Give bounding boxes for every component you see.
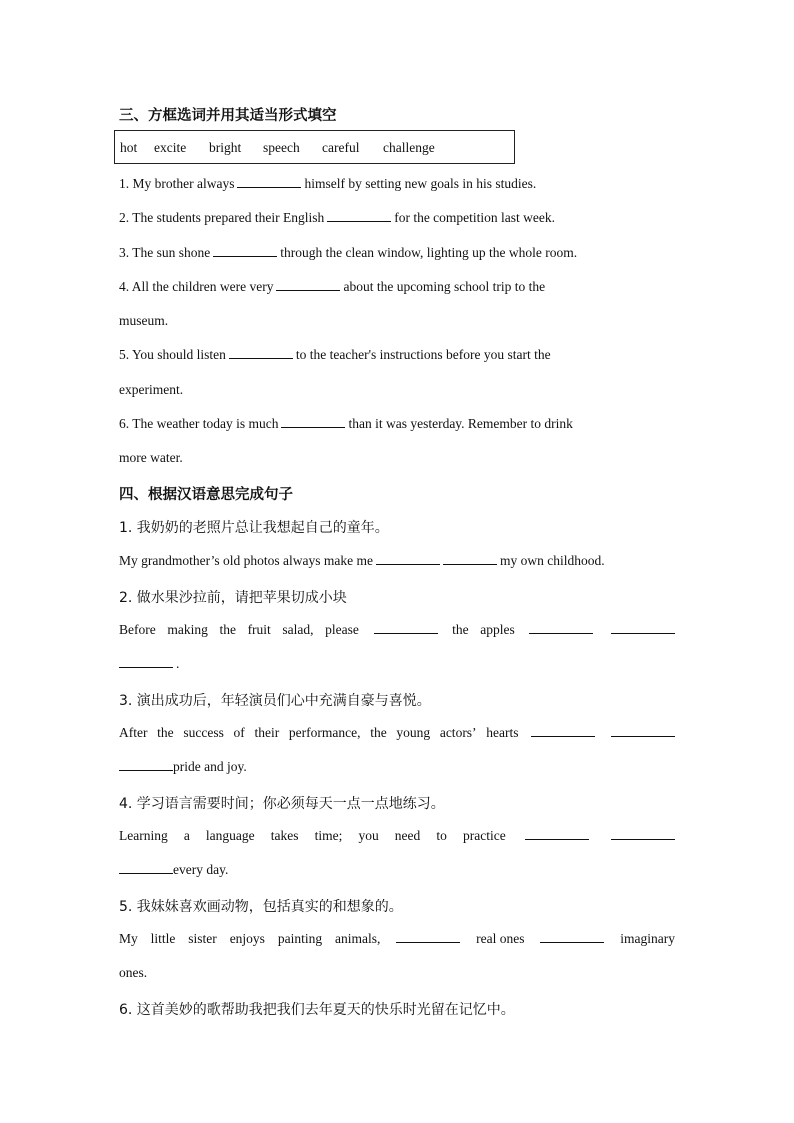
section-4-heading: 四、根据汉语意思完成句子 [119,487,293,503]
answer-blank[interactable] [237,176,301,188]
english-sentence-2: Before making the fruit salad, please the apples [119,622,675,638]
word-challenge: challenge [383,140,435,155]
question-3-1: 1. My brother always himself by setting new goals in his studies. [119,176,537,191]
word-hot: hot [120,140,138,155]
chinese-sentence-3: 3. 演出成功后，年轻演员们心中充满自豪与喜悦。 [119,693,431,709]
word-box [114,130,515,164]
answer-blank[interactable] [119,656,173,668]
word-speech: speech [263,140,300,155]
chinese-sentence-5: 5. 我妹妹喜欢画动物，包括真实的和想象的。 [119,899,403,915]
answer-blank[interactable] [281,416,345,428]
answer-blank[interactable] [525,828,589,840]
english-sentence-3: After the success of their performance, the young actors’ hearts [119,725,675,741]
question-3-5-cont: experiment. [119,382,184,397]
english-sentence-2-cont: . [119,656,179,672]
answer-blank[interactable] [540,931,604,943]
chinese-sentence-6: 6. 这首美妙的歌帮助我把我们去年夏天的快乐时光留在记忆中。 [119,1002,515,1018]
english-sentence-5: My little sister enjoys painting animals, real ones imaginary [119,931,675,946]
question-3-3: 3. The sun shone through the clean window, lighting up the whole room. [119,245,578,260]
answer-blank[interactable] [529,622,593,634]
english-sentence-5-cont: ones. [119,965,148,980]
answer-blank[interactable] [374,622,438,634]
english-sentence-3-cont: pride and joy. [119,759,247,775]
chinese-sentence-4: 4. 学习语言需要时间；你必须每天一点一点地练习。 [119,796,445,812]
answer-blank[interactable] [119,862,173,874]
question-3-6: 6. The weather today is much than it was yesterday. Remember to drink [119,416,573,431]
section-3-heading: 三、方框选词并用其适当形式填空 [119,108,337,124]
question-3-4: 4. All the children were very about the upcoming school trip to the [119,279,546,294]
question-3-5: 5. You should listen to the teacher's instructions before you start the [119,347,551,362]
answer-blank[interactable] [213,245,277,257]
answer-blank[interactable] [611,725,675,737]
answer-blank[interactable] [229,347,293,359]
answer-blank[interactable] [611,622,675,634]
answer-blank[interactable] [531,725,595,737]
word-bright: bright [209,140,242,155]
answer-blank[interactable] [327,210,391,222]
question-3-6-cont: more water. [119,450,183,465]
english-sentence-4: Learning a language takes time; you need to practice [119,828,675,844]
answer-blank[interactable] [396,931,460,943]
answer-blank[interactable] [376,553,440,565]
chinese-sentence-2: 2. 做水果沙拉前，请把苹果切成小块 [119,590,347,606]
question-3-4-cont: museum. [119,313,169,328]
word-careful: careful [322,140,360,155]
question-3-2: 2. The students prepared their English for the competition last week. [119,210,556,225]
english-sentence-1: My grandmother’s old photos always make me my own childhood. [119,553,605,568]
chinese-sentence-1: 1. 我奶奶的老照片总让我想起自己的童年。 [119,520,389,536]
answer-blank[interactable] [611,828,675,840]
word-excite: excite [154,140,187,155]
answer-blank[interactable] [119,759,173,771]
answer-blank[interactable] [443,553,497,565]
answer-blank[interactable] [276,279,340,291]
english-sentence-4-cont: every day. [119,862,228,878]
